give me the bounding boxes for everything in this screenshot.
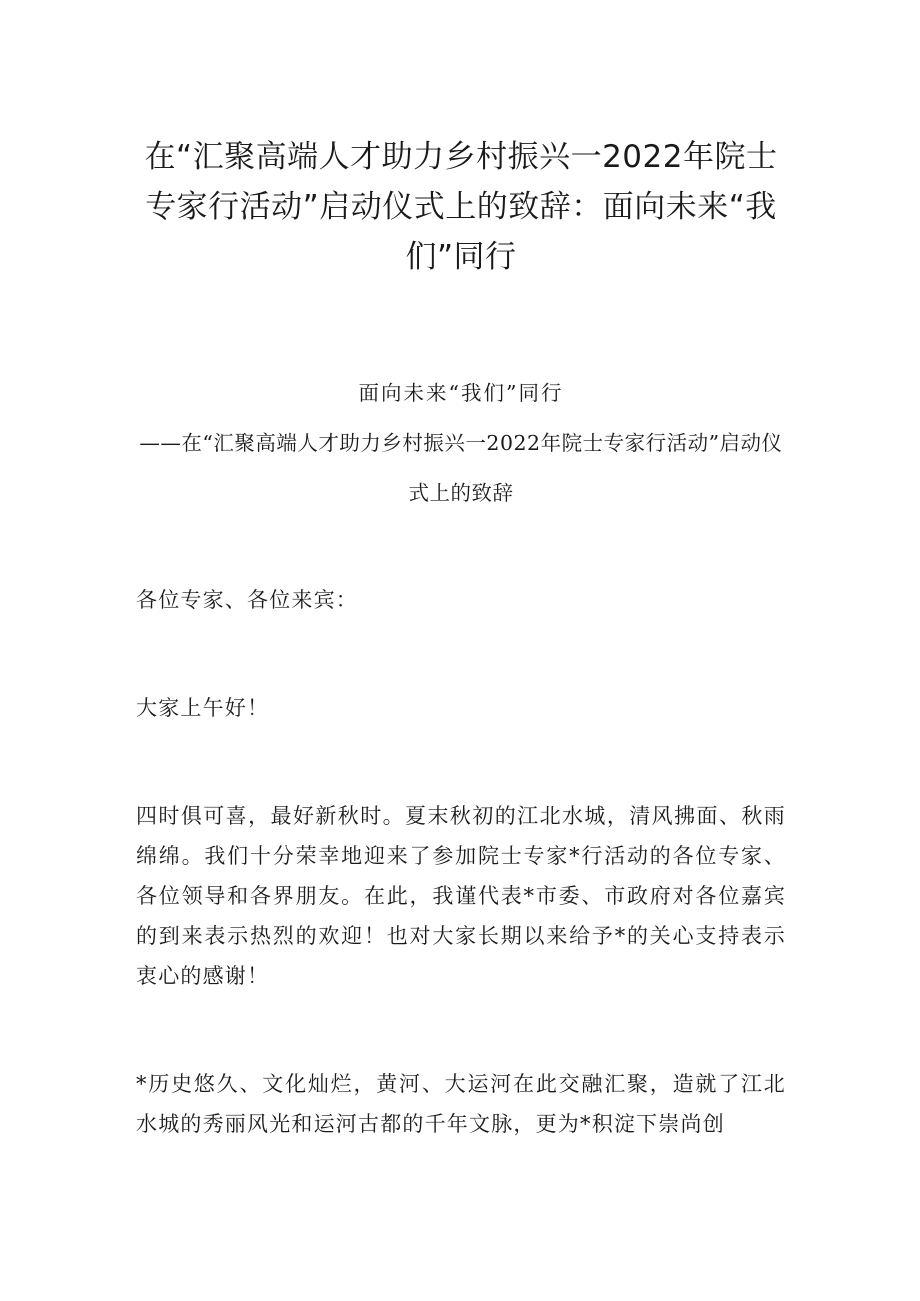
document-title: 在“汇聚高端人才助力乡村振兴一2022年院士专家行活动”启动仪式上的致辞：面向未来“我们”同行	[144, 139, 778, 275]
salutation: 各位专家、各位来宾：	[136, 588, 358, 612]
paragraph-welcome: 四时俱可喜，最好新秋时。夏末秋初的江北水城，清风拂面、秋雨绵绵。我们十分荣幸地迎来了参加院士专家*行活动的各位专家、各位领导和各界朋友。在此，我谨代表*市委、市政府对各位嘉宾的到来表示热烈的欢迎！也对大家长期以来给予*的关心支持表示衷心的感谢！	[136, 804, 786, 988]
speech-body	[136, 580, 786, 1144]
speech-subtitle-block	[136, 368, 786, 518]
speech-subtitle-occasion: ——在“汇聚高端人才助力乡村振兴一2022年院士专家行活动”启动仪式上的致辞	[139, 431, 783, 505]
paragraph-history: *历史悠久、文化灿烂，黄河、大运河在此交融汇聚，造就了江北水城的秀丽风光和运河古都的千年文脉，更为*积淀下崇尚创	[136, 1072, 786, 1136]
speech-subtitle-main: 面向未来“我们”同行	[358, 381, 564, 405]
greeting: 大家上午好！	[136, 696, 270, 720]
